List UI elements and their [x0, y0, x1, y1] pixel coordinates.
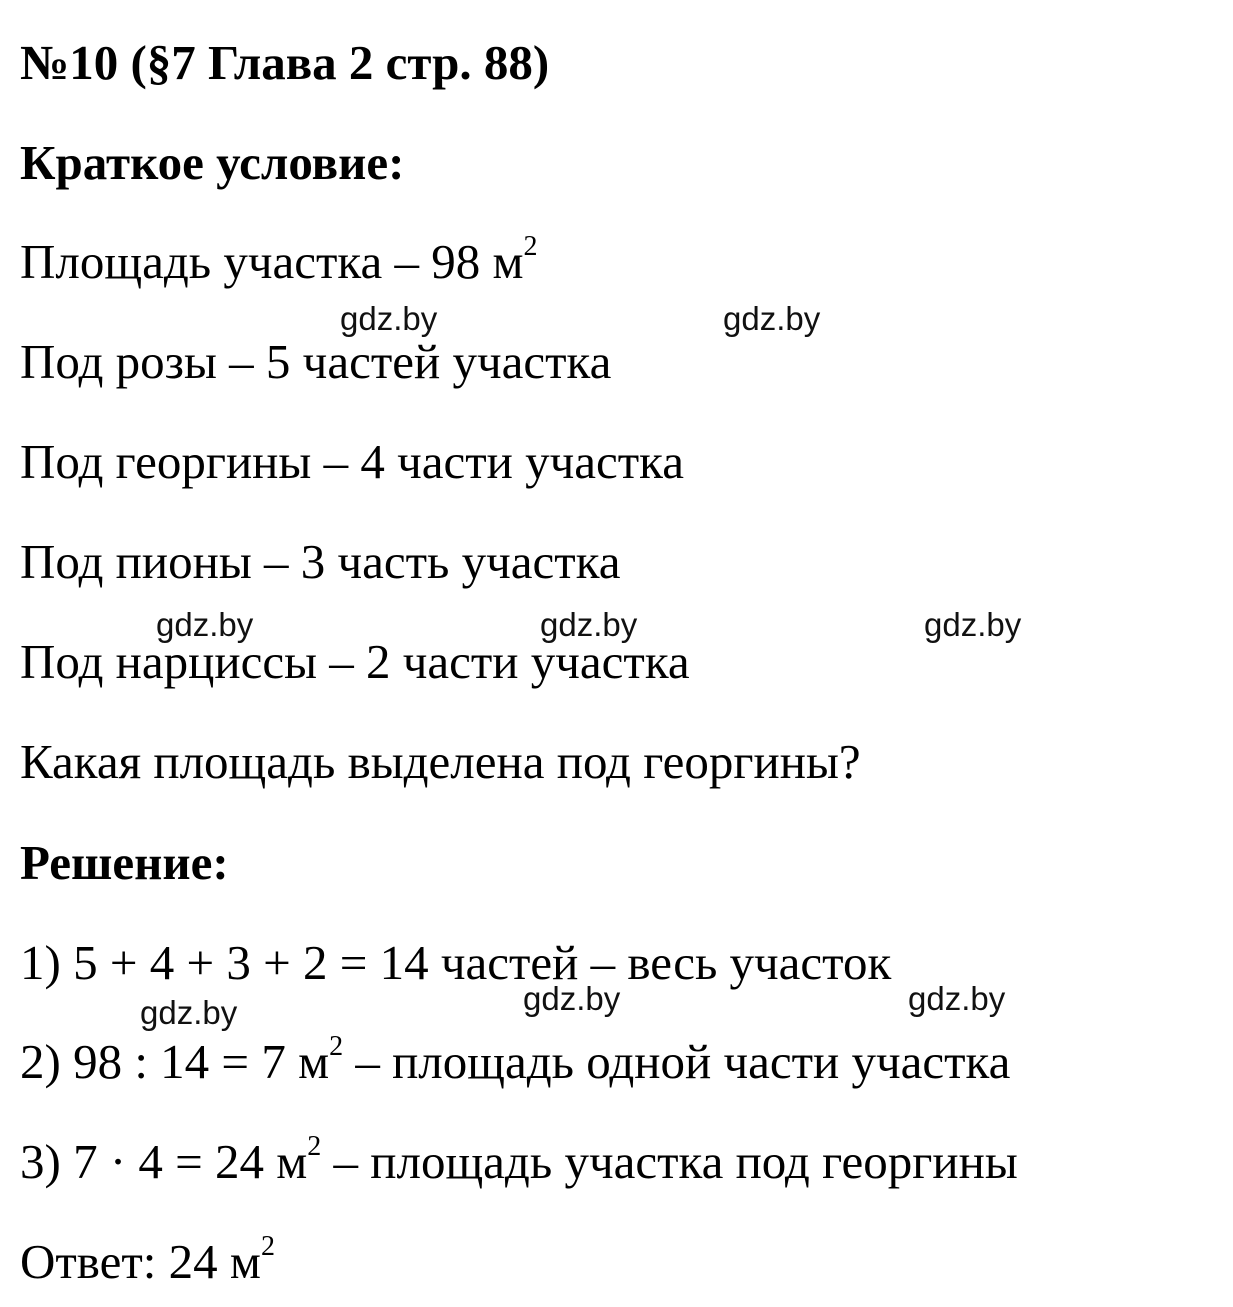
answer — [20, 1230, 275, 1289]
solution-heading: Решение: — [20, 835, 229, 890]
watermark: gdz.by — [908, 980, 1006, 1017]
watermark: gdz.by — [156, 606, 254, 643]
page-title: №10 (§7 Глава 2 стр. 88) — [20, 35, 550, 90]
condition-question: Какая площадь выделена под георгины? — [20, 734, 861, 789]
answer-text: Ответ: 24 м — [20, 1234, 261, 1289]
condition-area — [20, 230, 538, 289]
solution-step-3-text: 3) 7 · 4 = 24 м — [20, 1134, 308, 1189]
watermark: gdz.by — [140, 994, 238, 1031]
solution-step-3 — [20, 1130, 1018, 1189]
solution-step-2 — [20, 1030, 1011, 1089]
watermark: gdz.by — [523, 980, 621, 1017]
condition-area-sup: 2 — [523, 230, 538, 262]
condition-peonies: Под пионы – 3 часть участка — [20, 534, 621, 589]
watermark: gdz.by — [540, 606, 638, 643]
solution-step-3-tail: – площадь участка под георгины — [321, 1134, 1018, 1189]
solution-step-2-text: 2) 98 : 14 = 7 м — [20, 1034, 330, 1089]
solution-step-1: 1) 5 + 4 + 3 + 2 = 14 частей – весь участок — [20, 935, 892, 990]
condition-area-text: Площадь участка – 98 м — [20, 234, 524, 289]
condition-dahlias: Под георгины – 4 части участка — [20, 434, 684, 489]
watermark: gdz.by — [340, 300, 438, 337]
answer-sup: 2 — [260, 1230, 275, 1262]
solution-step-3-sup: 2 — [307, 1130, 322, 1162]
condition-roses: Под розы – 5 частей участка — [20, 334, 612, 389]
watermark: gdz.by — [924, 606, 1022, 643]
solution-step-2-sup: 2 — [329, 1030, 344, 1062]
condition-heading: Краткое условие: — [20, 135, 405, 190]
solution-step-2-tail: – площадь одной части участка — [343, 1034, 1011, 1089]
condition-narcissi: Под нарциссы – 2 части участка — [20, 634, 690, 689]
watermark: gdz.by — [723, 300, 821, 337]
